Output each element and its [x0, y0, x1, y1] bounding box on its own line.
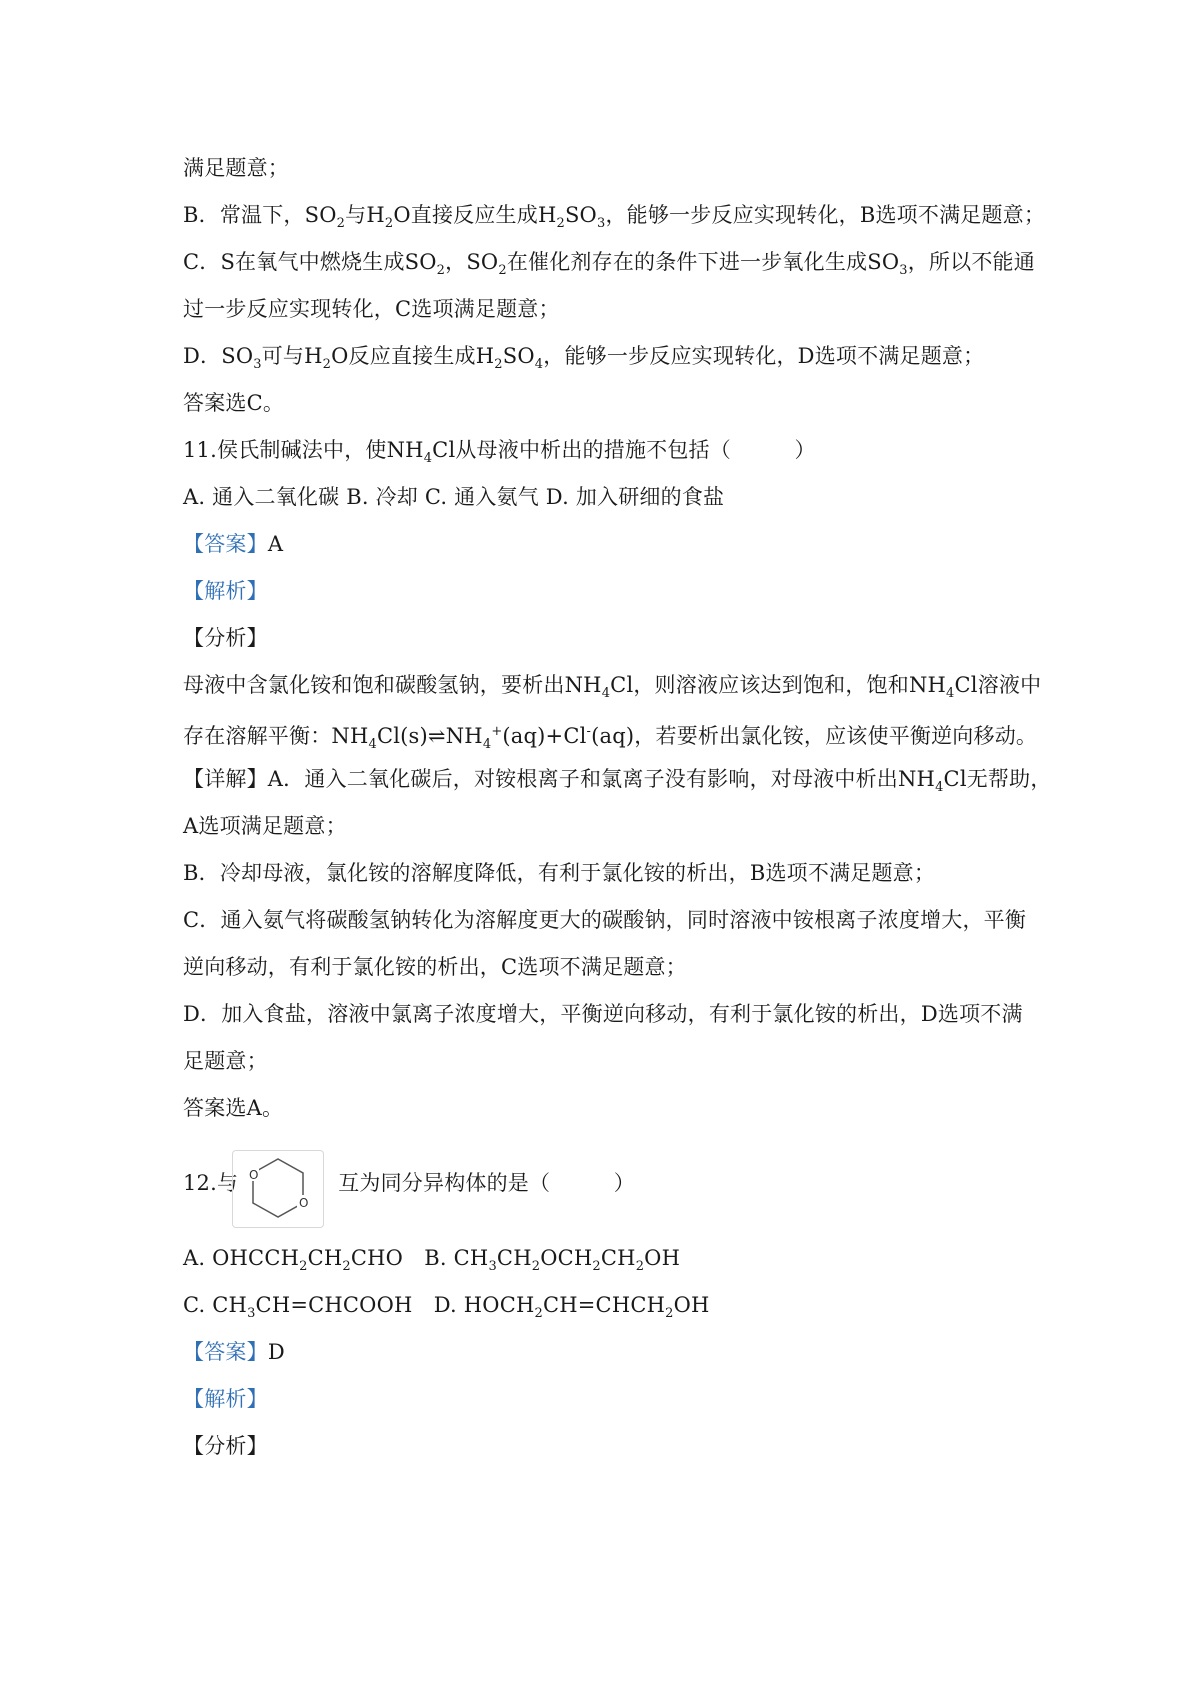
- answer-line: 【答案】D: [183, 1340, 285, 1364]
- text-line: 答案选A。: [183, 1096, 284, 1120]
- section-heading: 【分析】: [183, 1434, 268, 1458]
- text-line: A选项满足题意；: [183, 814, 347, 838]
- text-line: D．$SO_3$可与$H_2O$反应直接生成$H_2SO_4$，能够一步反应实现转化，D选项不满足题意；: [183, 344, 985, 373]
- text-line: 【详解】A．通入二氧化碳后，对铵根离子和氯离子没有影响，对母液中析出$NH_4Cl$无帮助，: [183, 767, 1052, 796]
- analysis-tag: 【解析】: [183, 579, 268, 603]
- analysis-line: [183, 576, 268, 606]
- text-line: D．加入食盐，溶液中氯离子浓度增大，平衡逆向移动，有利于氯化铵的析出，D选项不满: [183, 1002, 1023, 1026]
- answer-line: 【答案】A: [183, 532, 284, 556]
- ring-icon: [233, 1151, 323, 1227]
- analysis-line: [183, 1384, 268, 1414]
- text-line: 足题意；: [183, 1049, 268, 1073]
- oxygen-label: O: [299, 1196, 309, 1210]
- dioxane-structure: [232, 1150, 324, 1228]
- text-line: 答案选C。: [183, 391, 285, 415]
- answer-tag: 【答案】: [183, 532, 268, 556]
- text-line: C．S在氧气中燃烧生成$SO_2$，$SO_2$在催化剂存在的条件下进一步氧化生成$SO_3$，所以不能通: [183, 250, 1035, 279]
- text-line: 逆向移动，有利于氯化铵的析出，C选项不满足题意；: [183, 955, 687, 979]
- question-12-options: C. $CH_3CH=CHCOOH$ D. $HOCH_2CH=CHCH_2OH$: [183, 1293, 710, 1322]
- section-heading: 【分析】: [183, 626, 268, 650]
- question-12: 12.与 互为同分异构体的是（ ）: [183, 1171, 636, 1195]
- text-line: 满足题意；: [183, 156, 289, 180]
- text-line: 存在溶解平衡：$NH_4Cl(s)\rightleftharpoons NH_4^+(aq)+Cl^-(aq)$，若要析出氯化铵，应该使平衡逆向移动。: [183, 724, 1038, 753]
- question-12-options: A. $OHCCH_2CH_2CHO$ B. $CH_3CH_2OCH_2CH_2OH$: [183, 1246, 681, 1275]
- text-line: 过一步反应实现转化，C选项满足题意；: [183, 297, 560, 321]
- text-line: B．常温下，$SO_2$与$H_2O$直接反应生成$H_2SO_3$，能够一步反应实现转化，B选项不满足题意；: [183, 203, 1046, 232]
- question-11: 11.侯氏制碱法中，使$NH_4Cl$从母液中析出的措施不包括（ ）: [183, 438, 816, 467]
- text-line: 母液中含氯化铵和饱和碳酸氢钠，要析出$NH_4Cl$，则溶液应该达到饱和，饱和$NH_4Cl$溶液中: [183, 673, 1042, 702]
- oxygen-label: O: [249, 1168, 259, 1182]
- text-line: B．冷却母液，氯化铵的溶解度降低，有利于氯化铵的析出，B选项不满足题意；: [183, 861, 936, 885]
- answer-tag: 【答案】: [183, 1340, 268, 1364]
- text-line: C．通入氨气将碳酸氢钠转化为溶解度更大的碳酸钠，同时溶液中铵根离子浓度增大，平衡: [183, 908, 1027, 932]
- question-11-options: A. 通入二氧化碳 B. 冷却 C. 通入氨气 D. 加入研细的食盐: [183, 485, 725, 509]
- analysis-tag: 【解析】: [183, 1387, 268, 1411]
